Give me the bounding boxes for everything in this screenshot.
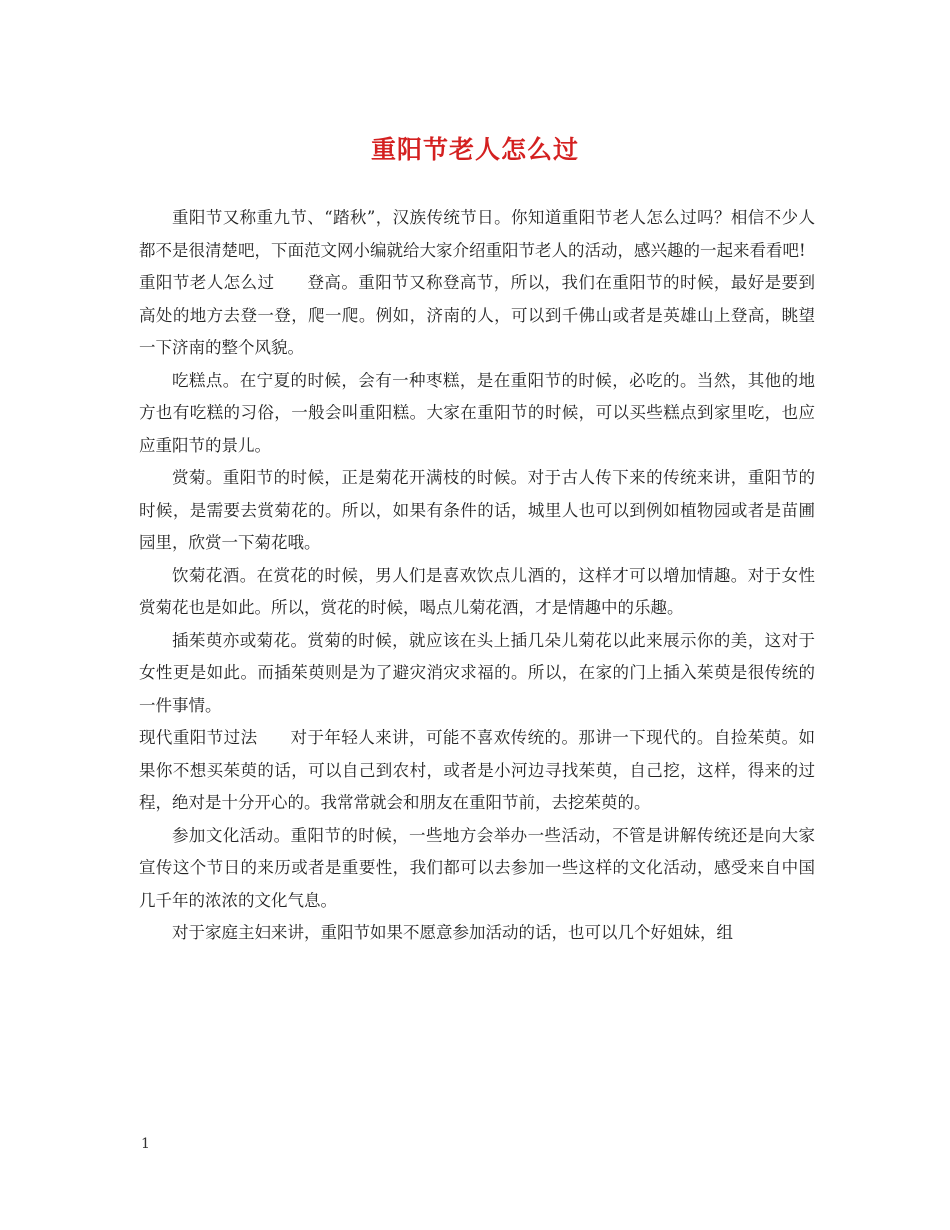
paragraph-dogwood xyxy=(139,625,815,723)
paragraph-text: 吃糕点。在宁夏的时候，会有一种枣糕，是在重阳节的时候，必吃的。当然，其他的地方也有吃糕的习俗，一般会叫重阳糕。大家在重阳节的时候，可以买些糕点到家里吃，也应应重阳节的景儿。 xyxy=(139,370,815,455)
section-heading: 现代重阳节过法 xyxy=(139,728,258,747)
paragraph-section-2 xyxy=(139,722,815,820)
document-body xyxy=(139,202,815,950)
paragraph-text: 插茱萸亦或菊花。赏菊的时候，就应该在头上插几朵儿菊花以此来展示你的美，这对于女性更是如此。而插茱萸则是为了避灾消灾求福的。所以，在家的门上插入茱萸是很传统的一件事情。 xyxy=(139,630,815,715)
paragraph-culture xyxy=(139,820,815,918)
paragraph-text: 对于年轻人来讲，可能不喜欢传统的。那讲一下现代的。自捡茱萸。如果你不想买茱萸的话，可以自己到农村，或者是小河边寻找茱萸，自己挖，这样，得来的过程，绝对是十分开心的。我常常就会和朋友在重阳节前，去挖茱萸的。 xyxy=(139,728,816,812)
paragraph-text: 重阳节又称重九节、“踏秋”，汉族传统节日。你知道重阳节老人怎么过吗？相信不少人都不是很清楚吧，下面范文网小编就给大家介绍重阳节老人的活动，感兴趣的一起来看看吧! xyxy=(139,208,815,260)
page-number: 1 xyxy=(141,1136,150,1152)
paragraph-cake xyxy=(139,365,815,463)
document-title: 重阳节老人怎么过 xyxy=(370,135,579,164)
paragraph-wine xyxy=(139,560,815,625)
paragraph-text: 对于家庭主妇来讲，重阳节如果不愿意参加活动的话，也可以几个好姐妹，组 xyxy=(172,923,733,942)
paragraph-text: 赏菊。重阳节的时候，正是菊花开满枝的时候。对于古人传下来的传统来讲，重阳节的时候，是需要去赏菊花的。所以，如果有条件的话，城里人也可以到例如植物园或者是苗圃园里，欣赏一下菊花哦。 xyxy=(139,468,815,552)
paragraph-intro xyxy=(139,202,815,267)
paragraph-chrysanthemum xyxy=(139,462,815,560)
paragraph-section-1 xyxy=(139,267,815,365)
paragraph-housewife xyxy=(139,917,815,950)
paragraph-text: 饮菊花酒。在赏花的时候，男人们是喜欢饮点儿酒的，这样才可以增加情趣。对于女性赏菊花也是如此。所以，赏花的时候，喝点儿菊花酒，才是情趣中的乐趣。 xyxy=(139,565,815,617)
paragraph-text: 参加文化活动。重阳节的时候，一些地方会举办一些活动，不管是讲解传统还是向大家宣传这个节日的来历或者是重要性，我们都可以去参加一些这样的文化活动，感受来自中国几千年的浓浓的文化气息。 xyxy=(139,825,815,910)
paragraph-text: 登高。重阳节又称登高节，所以，我们在重阳节的时候，最好是要到高处的地方去登一登，爬一爬。例如，济南的人，可以到千佛山或者是英雄山上登高，眺望一下济南的整个风貌。 xyxy=(139,273,816,357)
section-heading: 重阳节老人怎么过 xyxy=(139,273,275,292)
